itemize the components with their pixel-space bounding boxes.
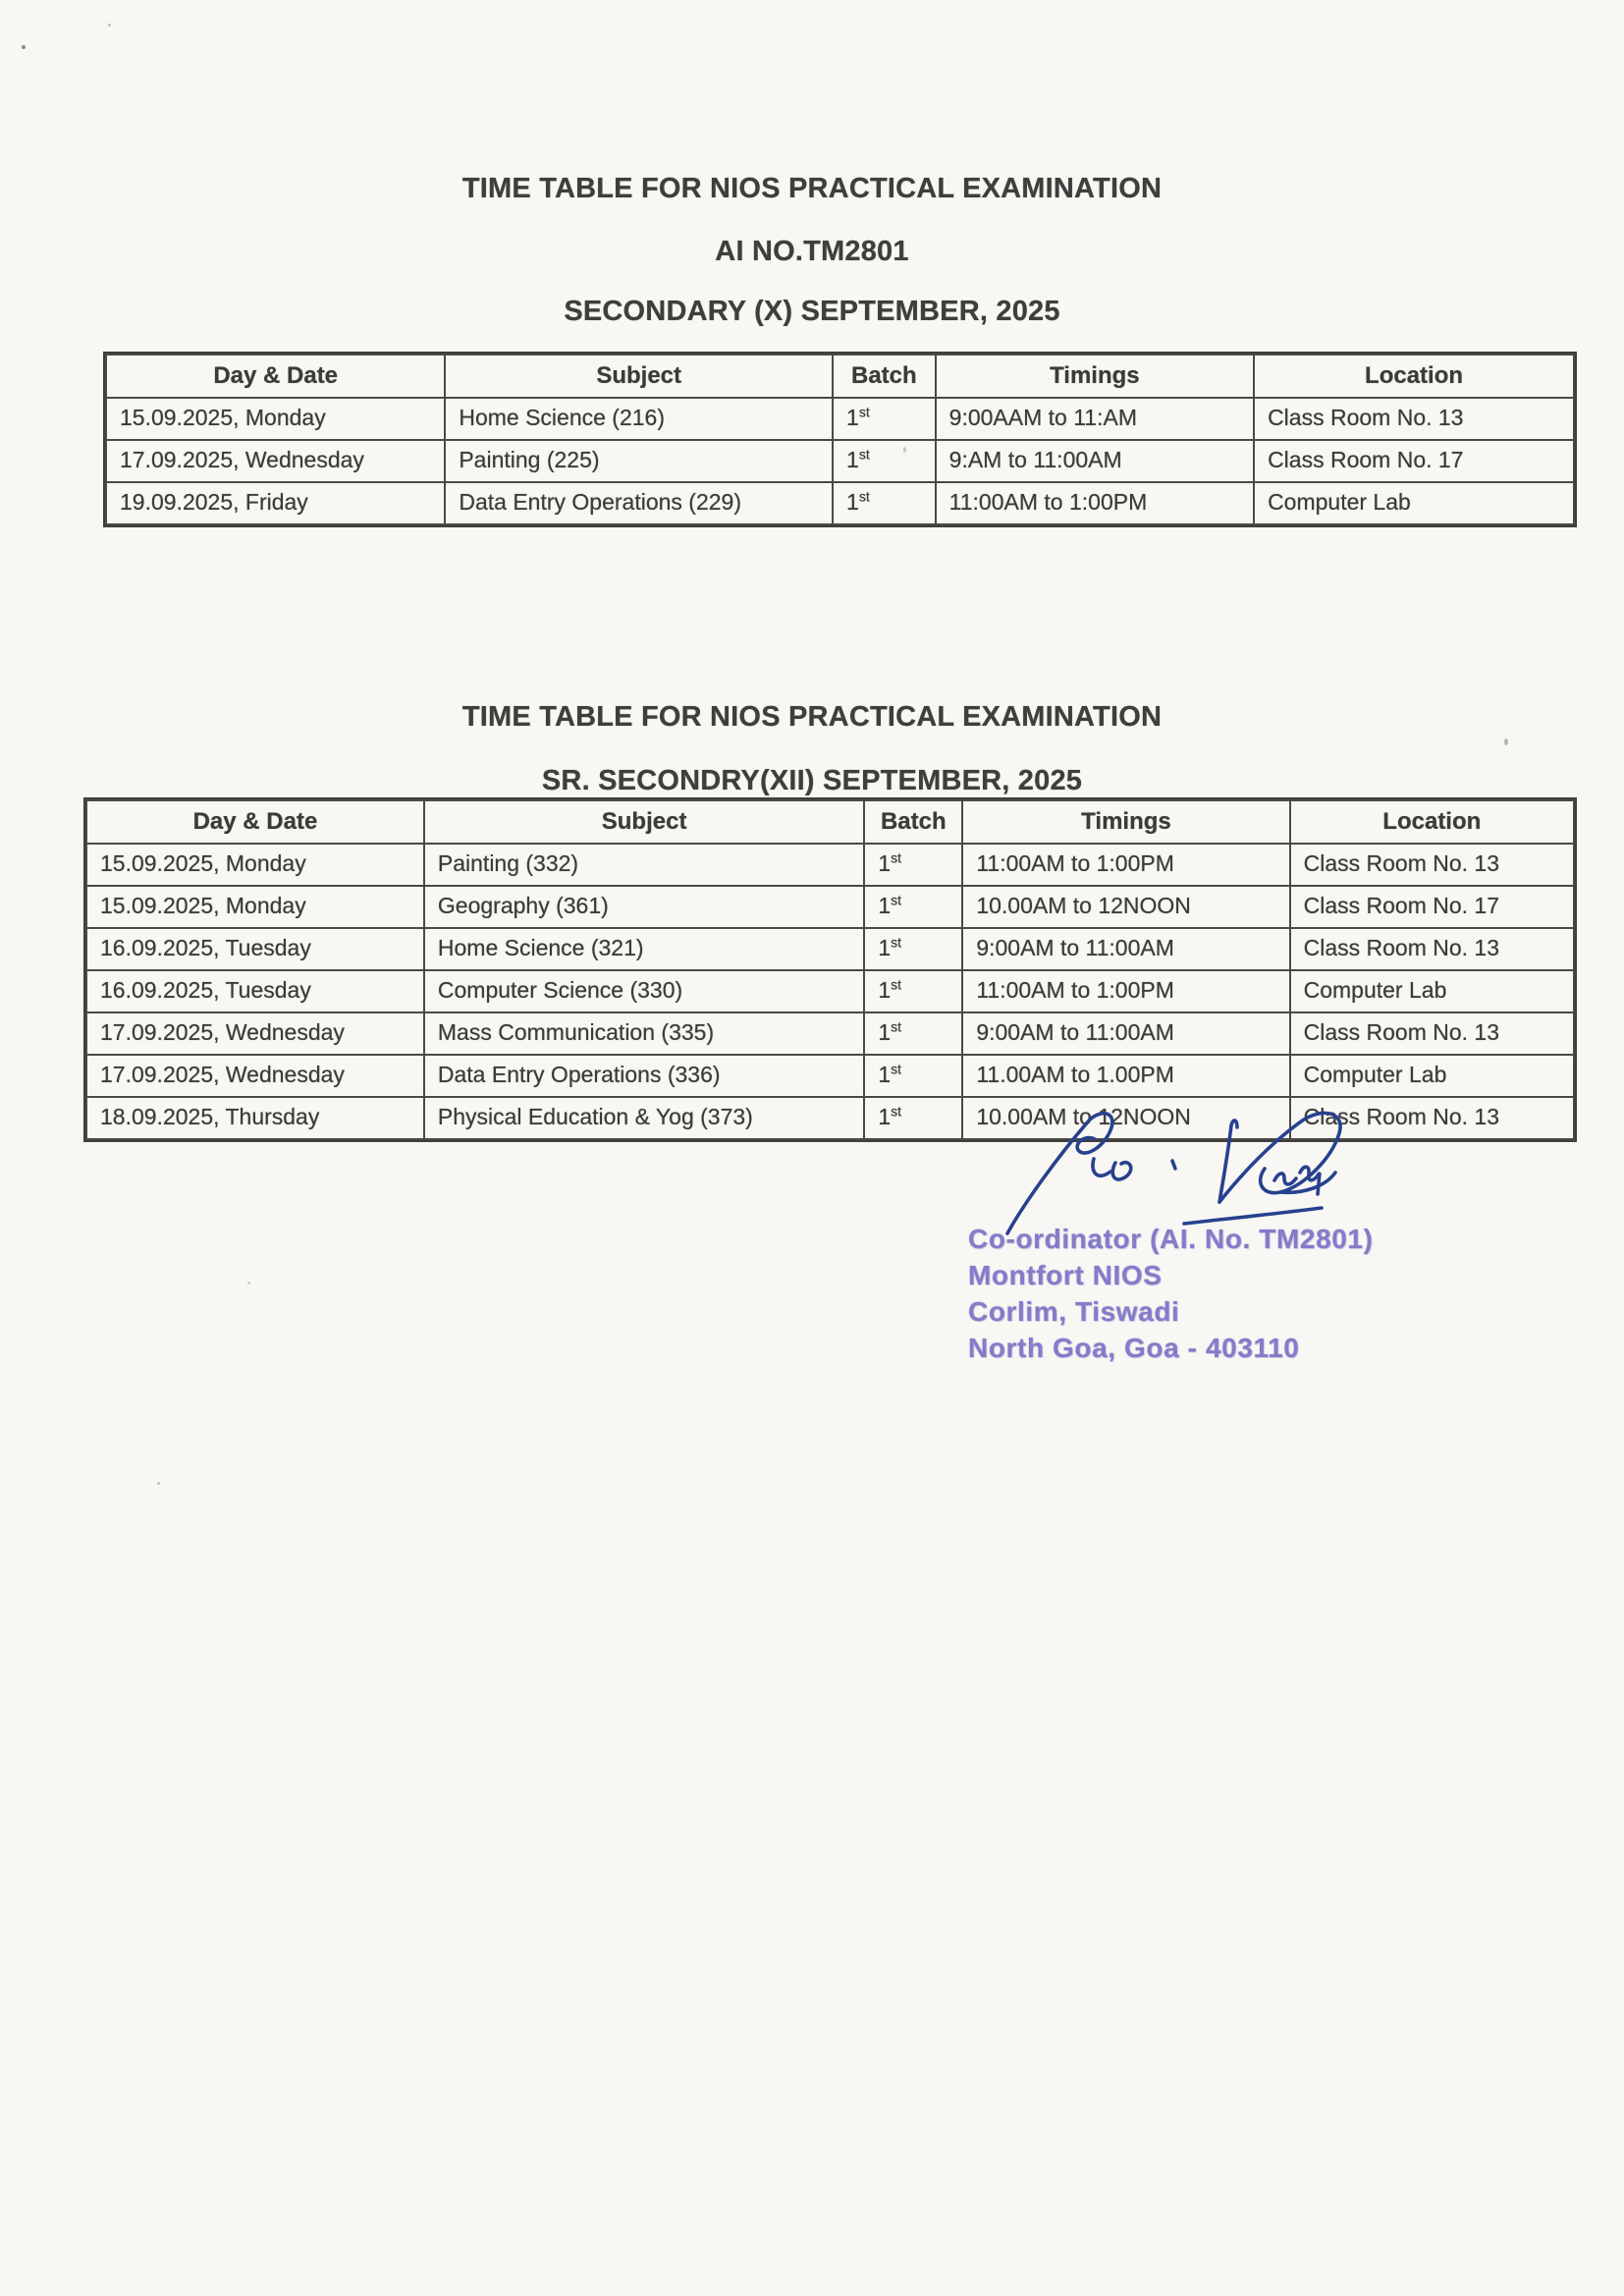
cell-day-date: 15.09.2025, Monday [86,886,424,928]
batch-number: 1 [846,489,859,515]
cell-day-date: 19.09.2025, Friday [106,482,445,524]
cell-subject: Computer Science (330) [424,970,864,1012]
cell-timings: 9:00AAM to 11:AM [936,398,1254,440]
secondary-x-timetable [105,354,1575,525]
col-header-subject: Subject [445,355,833,398]
cell-location: Computer Lab [1290,1055,1574,1097]
cell-batch [833,398,936,440]
cell-timings: 11:00AM to 1:00PM [936,482,1254,524]
scan-speck [108,24,111,27]
table-row [106,398,1574,440]
table-row [106,482,1574,524]
batch-ordinal-suffix: st [891,1018,902,1035]
col-header-day-date: Day & Date [106,355,445,398]
scan-speck [1504,738,1508,745]
cell-location: Class Room No. 13 [1290,1097,1574,1139]
batch-number: 1 [878,893,892,918]
cell-timings: 11.00AM to 1.00PM [962,1055,1289,1097]
col-header-timings: Timings [962,800,1289,844]
cell-subject: Home Science (216) [445,398,833,440]
scan-speck [157,1482,160,1485]
section1-title: TIME TABLE FOR NIOS PRACTICAL EXAMINATION [461,173,1163,204]
cell-location: Computer Lab [1254,482,1574,524]
col-header-location: Location [1254,355,1574,398]
batch-ordinal-suffix: st [858,488,870,505]
cell-batch [833,440,936,482]
batch-ordinal-suffix: st [891,976,902,993]
cell-subject: Data Entry Operations (336) [424,1055,864,1097]
col-header-day-date: Day & Date [86,800,424,844]
col-header-location: Location [1290,800,1574,844]
cell-subject: Painting (225) [445,440,833,482]
table-header-row [86,800,1574,844]
col-header-batch: Batch [864,800,962,844]
cell-batch [833,482,936,524]
table-row [106,440,1574,482]
cell-subject: Home Science (321) [424,928,864,970]
cell-location: Class Room No. 17 [1254,440,1574,482]
cell-day-date: 15.09.2025, Monday [106,398,445,440]
scan-speck [247,1282,250,1285]
stamp-line-institution: Montfort NIOS [968,1260,1163,1290]
secondary-x-table-container [103,352,1577,527]
batch-number: 1 [878,1019,892,1045]
section2-heading: SR. SECONDRY(XII) SEPTEMBER, 2025 [541,765,1083,796]
batch-number: 1 [846,447,859,472]
batch-number: 1 [878,977,892,1003]
cell-batch [864,1055,962,1097]
table-row [86,928,1574,970]
batch-ordinal-suffix: st [891,849,902,866]
table-row [86,1055,1574,1097]
cell-batch [864,970,962,1012]
cell-timings: 9:00AM to 11:00AM [962,928,1289,970]
cell-timings: 11:00AM to 1:00PM [962,970,1289,1012]
stamp-line-district-pin: North Goa, Goa - 403110 [968,1333,1300,1363]
stamp-line-coordinator: Co-ordinator (AI. No. TM2801) [968,1224,1374,1254]
batch-number: 1 [846,405,859,430]
scan-speck [22,45,26,49]
batch-number: 1 [878,850,892,876]
batch-ordinal-suffix: st [891,934,902,951]
col-header-batch: Batch [833,355,936,398]
batch-ordinal-suffix: st [891,1061,902,1077]
cell-subject: Data Entry Operations (229) [445,482,833,524]
batch-ordinal-suffix: st [858,404,870,420]
batch-number: 1 [878,1062,892,1087]
cell-day-date: 17.09.2025, Wednesday [106,440,445,482]
cell-location: Class Room No. 13 [1254,398,1574,440]
cell-day-date: 16.09.2025, Tuesday [86,928,424,970]
cell-batch [864,1012,962,1055]
cell-timings: 9:00AM to 11:00AM [962,1012,1289,1055]
section1-heading: SECONDARY (X) SEPTEMBER, 2025 [564,296,1060,327]
cell-location: Class Room No. 13 [1290,928,1574,970]
cell-location: Computer Lab [1290,970,1574,1012]
col-header-subject: Subject [424,800,864,844]
cell-subject: Physical Education & Yog (373) [424,1097,864,1139]
section2-title: TIME TABLE FOR NIOS PRACTICAL EXAMINATION [461,701,1163,733]
table-row [86,844,1574,886]
cell-subject: Painting (332) [424,844,864,886]
batch-number: 1 [878,1104,892,1129]
batch-number: 1 [878,935,892,960]
cell-location: Class Room No. 13 [1290,844,1574,886]
table-row [86,1012,1574,1055]
cell-timings: 9:AM to 11:00AM [936,440,1254,482]
cell-day-date: 18.09.2025, Thursday [86,1097,424,1139]
cell-timings: 10.00AM to 12NOON [962,1097,1289,1139]
cell-subject: Geography (361) [424,886,864,928]
cell-batch [864,844,962,886]
section1-ai-number: AI NO.TM2801 [715,236,909,267]
cell-day-date: 16.09.2025, Tuesday [86,970,424,1012]
col-header-timings: Timings [936,355,1254,398]
cell-batch [864,928,962,970]
cell-timings: 10.00AM to 12NOON [962,886,1289,928]
stamp-line-locality: Corlim, Tiswadi [968,1296,1180,1327]
cell-batch [864,886,962,928]
sr-secondary-xii-table-container [83,797,1577,1142]
cell-location: Class Room No. 13 [1290,1012,1574,1055]
batch-ordinal-suffix: st [891,892,902,908]
cell-timings: 11:00AM to 1:00PM [962,844,1289,886]
table-row [86,970,1574,1012]
table-row [86,886,1574,928]
cell-subject: Mass Communication (335) [424,1012,864,1055]
cell-batch [864,1097,962,1139]
cell-location: Class Room No. 17 [1290,886,1574,928]
table-header-row [106,355,1574,398]
batch-ordinal-suffix: st [858,446,870,463]
coordinator-stamp [968,1221,1374,1366]
cell-day-date: 17.09.2025, Wednesday [86,1055,424,1097]
cell-day-date: 15.09.2025, Monday [86,844,424,886]
sr-secondary-xii-timetable [85,799,1575,1140]
cell-day-date: 17.09.2025, Wednesday [86,1012,424,1055]
batch-ordinal-suffix: st [891,1103,902,1120]
